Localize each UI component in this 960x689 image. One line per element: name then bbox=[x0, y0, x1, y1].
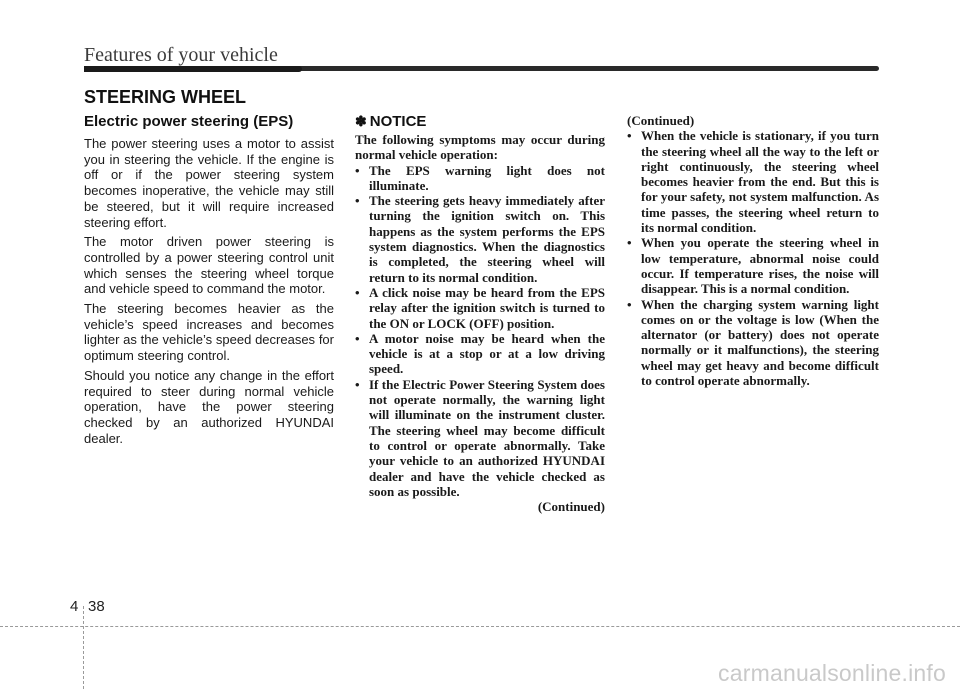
notice-bullet-list bbox=[355, 163, 605, 500]
list-item: • If the Electric Power Steering System does not operate normally, the warning light will illuminate on the instrument cluster. The steering wheel may become difficult to control or operate abnormally. Take your vehicle to an authorized HYUNDAI dealer and have the vehicle checked as soon as possible. bbox=[355, 376, 605, 499]
notice-bullet-text: When the charging system warning light comes on or the voltage is low (When the alternator (or battery) does not operate normally or it malfunctions), the steering wheel may get heavy and become difficult to control operate abnormally. bbox=[641, 296, 879, 389]
list-item: • When the vehicle is stationary, if you turn the steering wheel all the way to the left or right continuously, the steering wheel becomes heavier from the end. But this is for your safety, not system malfunction. As time passes, the steering wheel return to its normal condition. bbox=[627, 128, 879, 236]
notice-bullet-text: The steering gets heavy immediately after turning the ignition switch on. This happens as the system performs the EPS system diagnostics. When the diagnostics is completed, the steering wheel will return to its normal condition. bbox=[369, 193, 605, 285]
footer-rule bbox=[0, 626, 960, 627]
eps-paragraph-2: The motor driven power steering is controlled by a power steering control unit which senses the steering wheel torque and vehicle speed to command the motor. bbox=[84, 234, 334, 297]
column-notice bbox=[355, 113, 605, 514]
notice-continued-bullet-list bbox=[627, 128, 879, 388]
notice-intro: The following symptoms may occur during normal vehicle operation: bbox=[355, 132, 605, 163]
notice-bullet-text: A click noise may be heard from the EPS relay after the ignition switch is turned to the ON or LOCK (OFF) position. bbox=[369, 284, 605, 331]
list-item: • A motor noise may be heard when the vehicle is at a stop or at a low driving speed. bbox=[355, 330, 605, 377]
continued-label-end: (Continued) bbox=[537, 499, 605, 515]
header-rule bbox=[84, 66, 879, 71]
list-item: • When you operate the steering wheel in low temperature, abnormal noise could occur. If temperature rises, the noise will disappear. This is a normal condition. bbox=[627, 235, 879, 297]
chapter-number: 4 bbox=[70, 598, 79, 615]
list-item: • The steering gets heavy immediately after turning the ignition switch on. This happens as the system performs the EPS system diagnostics. When the diagnostics is completed, the steering wheel will return to its normal condition. bbox=[355, 193, 605, 285]
list-item: • The EPS warning light does not illuminate. bbox=[355, 162, 605, 193]
eps-subhead: Electric power steering (EPS) bbox=[84, 113, 294, 130]
asterisk-icon: ✽ bbox=[355, 113, 367, 129]
column-notice-continued bbox=[627, 113, 879, 388]
page-header-title: Features of your vehicle bbox=[84, 44, 278, 66]
notice-bullet-text: If the Electric Power Steering System does not operate normally, the warning light will illuminate on the instrument cluster. The steering wheel may become difficult to control or operate abnormally. Take your vehicle to an authorized HYUNDAI dealer and have the vehicle checked as soon as possible. bbox=[369, 376, 605, 499]
eps-paragraph-4: Should you notice any change in the effort required to steer during normal vehicle operation, have the power steering checked by an authorized HYUNDAI dealer. bbox=[84, 367, 334, 446]
notice-bullet-text: When you operate the steering wheel in low temperature, abnormal noise could occur. If temperature rises, the noise will disappear. This is a normal condition. bbox=[641, 235, 879, 297]
column-eps bbox=[84, 113, 334, 450]
watermark: carmanualsonline.info bbox=[718, 660, 946, 686]
eps-paragraph-3: The steering becomes heavier as the vehicle’s speed increases and becomes lighter as the vehicle’s speed decreases for optimum steering control. bbox=[84, 301, 334, 364]
list-item: • A click noise may be heard from the EPS relay after the ignition switch is turned to the ON or LOCK (OFF) position. bbox=[355, 284, 605, 331]
page-number: 38 bbox=[88, 598, 105, 615]
section-title: STEERING WHEEL bbox=[84, 87, 247, 107]
continued-label-start: (Continued) bbox=[627, 113, 695, 128]
notice-bullet-text: When the vehicle is stationary, if you turn the steering wheel all the way to the left or right continuously, the steering wheel becomes heavier from the end. But this is for your safety, not system malfunction. As time passes, the steering wheel return to its normal condition. bbox=[641, 128, 879, 236]
notice-bullet-text: A motor noise may be heard when the vehicle is at a stop or at a low driving speed. bbox=[369, 330, 605, 377]
notice-bullet-text: The EPS warning light does not illuminate. bbox=[369, 162, 605, 193]
eps-paragraph-1: The power steering uses a motor to assist you in steering the vehicle. If the engine is off or if the power steering system becomes inoperative, the vehicle may still be steered, but it will require increased steering effort. bbox=[84, 136, 334, 230]
notice-title: NOTICE bbox=[369, 113, 427, 130]
list-item: • When the charging system warning light comes on or the voltage is low (When the alternator (or battery) does not operate normally or it malfunctions), the steering wheel may get heavy and become difficult to control operate abnormally. bbox=[627, 296, 879, 389]
notice-heading bbox=[355, 113, 605, 130]
footer-divider bbox=[83, 606, 84, 689]
